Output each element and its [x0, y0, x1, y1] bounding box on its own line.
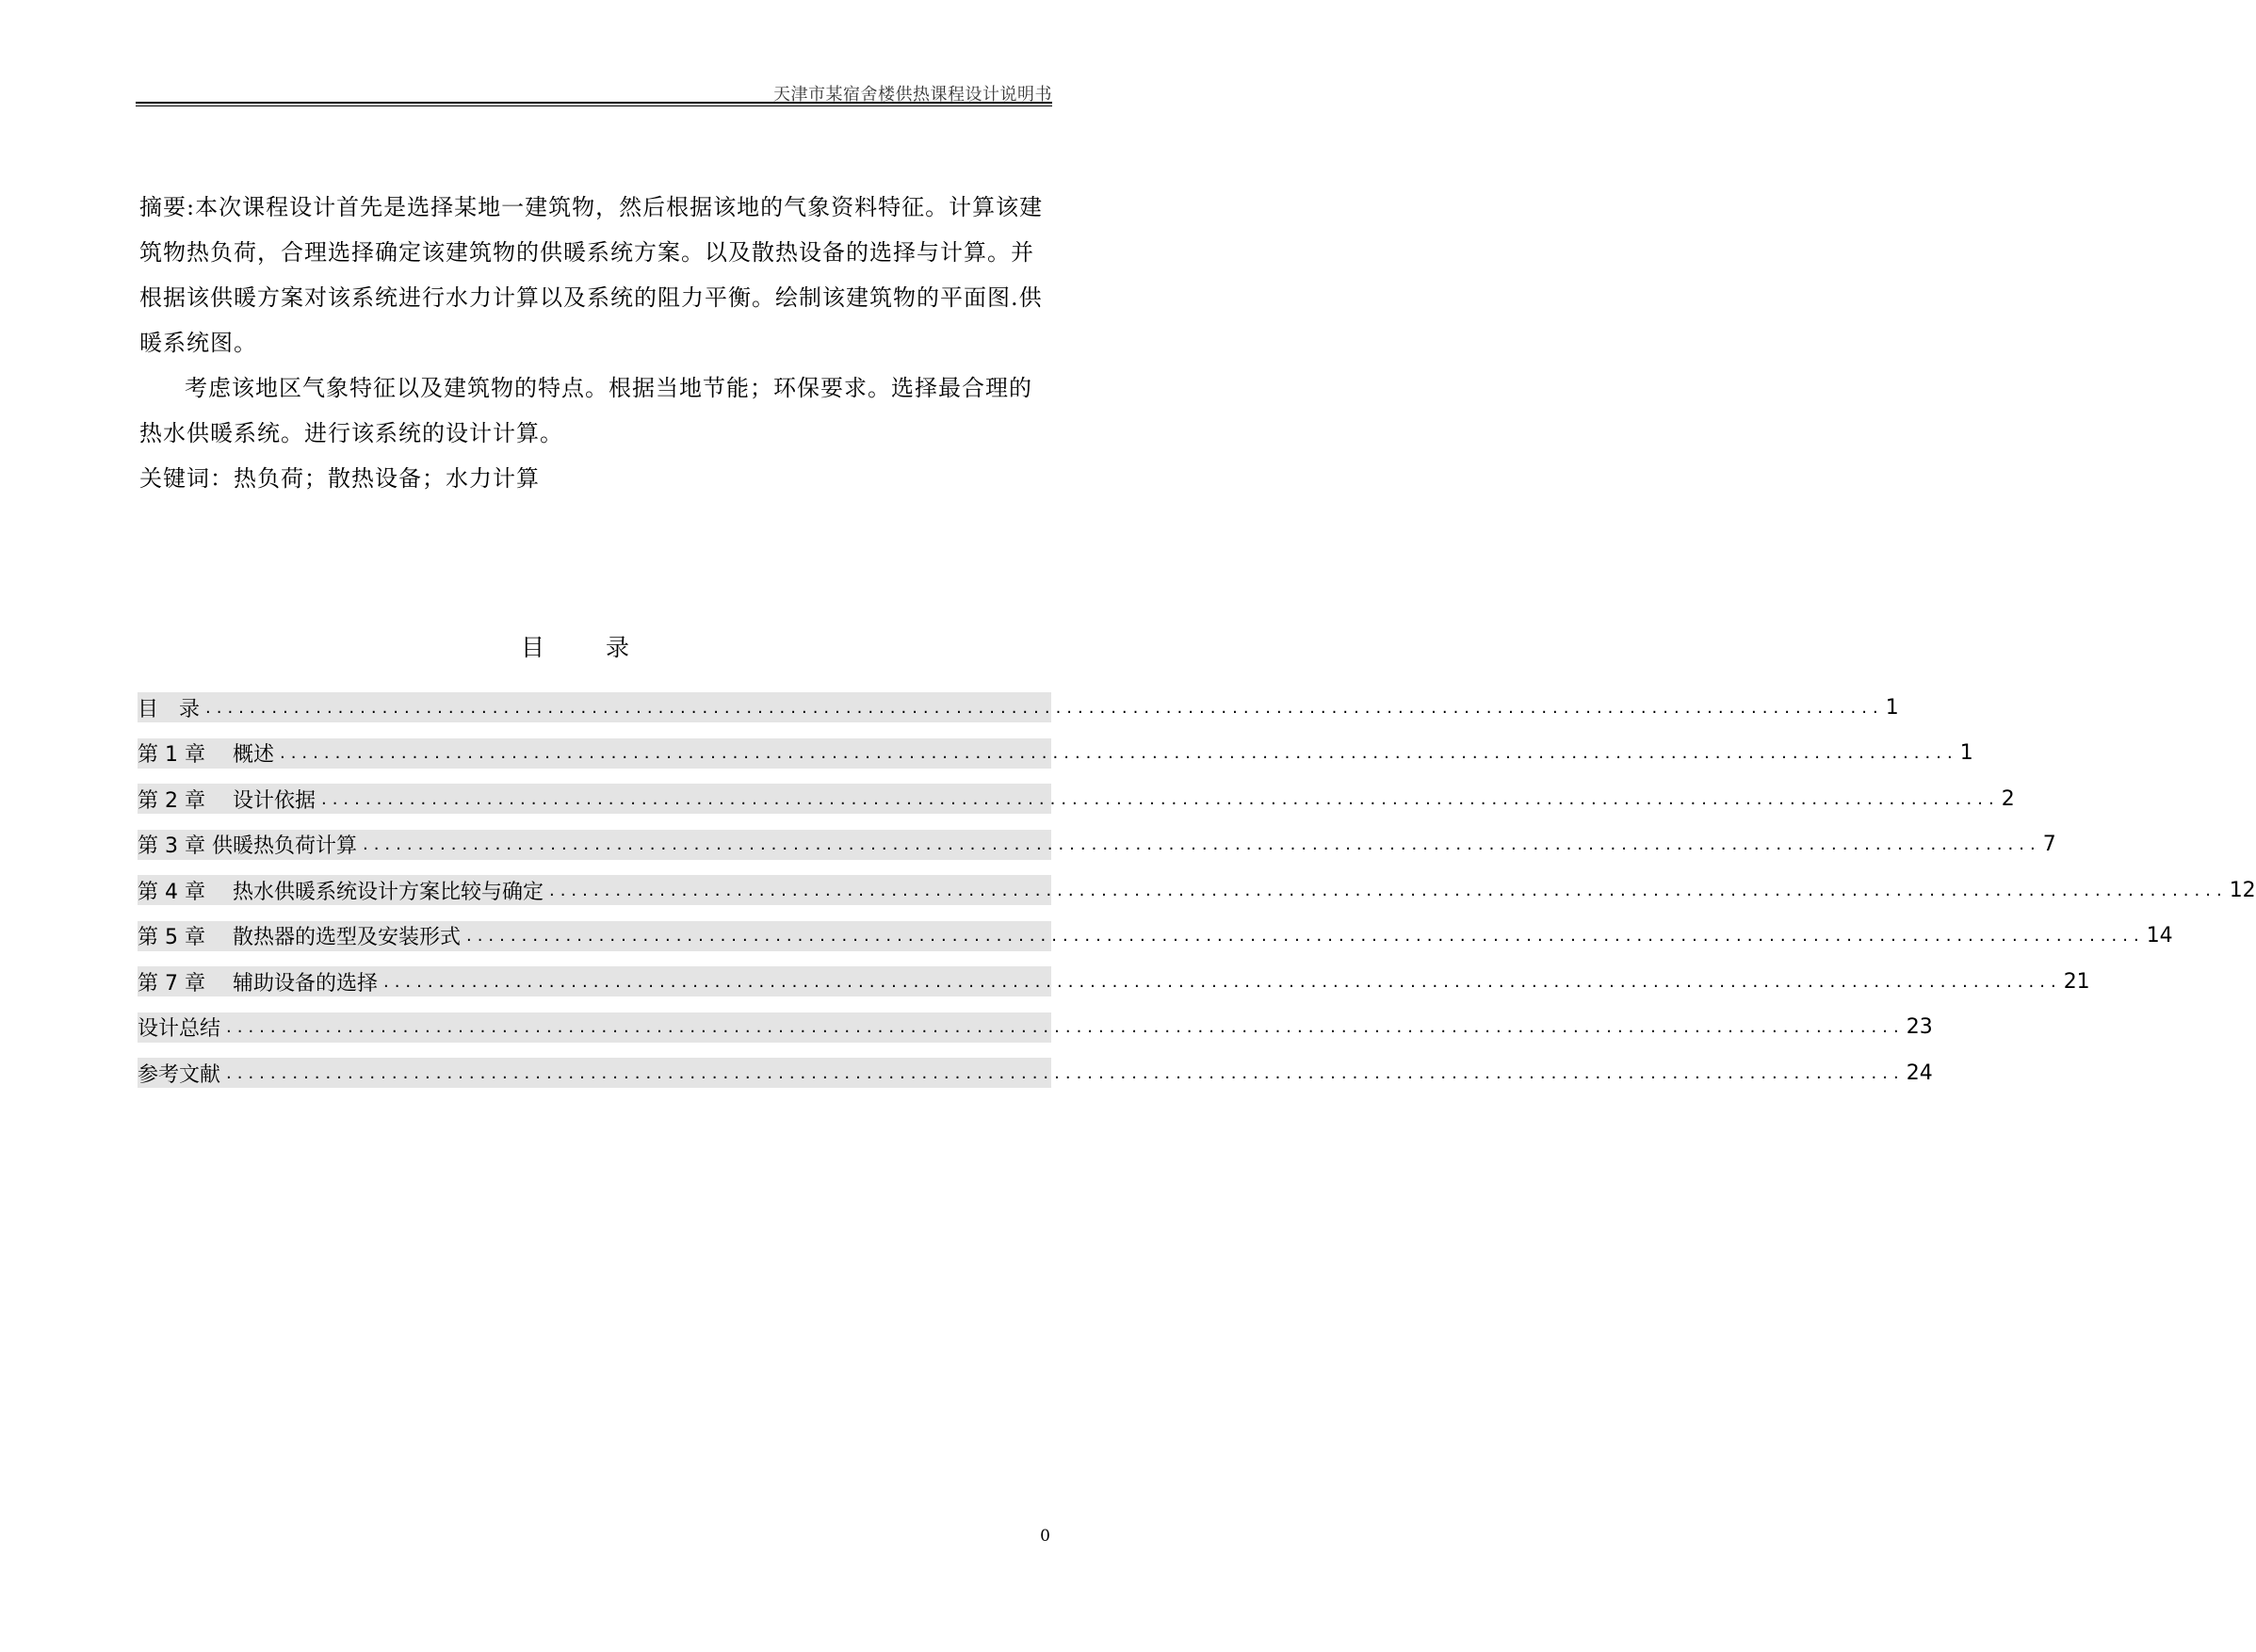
toc-entry-label: 第 1 章 概述: [138, 743, 274, 767]
toc-leader-dots: ........................................................................................................................................................: [279, 743, 1958, 763]
abstract-paragraph-2: 考虑该地区气象特征以及建筑物的特点。根据当地节能；环保要求。选择最合理的热水供暖系统。进行该系统的设计计算。: [139, 375, 1032, 446]
toc-leader-dots: ........................................................................................................................................................: [320, 788, 2000, 809]
header-rule: [136, 102, 1052, 104]
toc-entry-page: 23: [1906, 1015, 1933, 1039]
toc-entry[interactable]: [138, 830, 2056, 860]
toc-entry-label: 目 录: [138, 697, 201, 721]
toc-entry[interactable]: [138, 875, 2256, 905]
toc-entry-page: 7: [2042, 833, 2056, 856]
toc-entry-label: 第 4 章 热水供暖系统设计方案比较与确定: [138, 880, 544, 904]
toc-entry-label: 设计总结: [138, 1017, 221, 1041]
toc-entry[interactable]: [138, 1058, 1933, 1088]
toc-entry-label: 第 2 章 设计依据: [138, 788, 316, 813]
toc-entry-label: 第 3 章 供暖热负荷计算: [138, 834, 357, 858]
toc-entry[interactable]: [138, 1012, 1933, 1043]
toc-entry[interactable]: [138, 966, 2090, 996]
toc-entry-page: 24: [1906, 1061, 1933, 1085]
toc-entry-page: 1: [1959, 741, 1973, 765]
toc-entry-label: 第 5 章 散热器的选型及安装形式: [138, 926, 461, 949]
toc-entry-page: 2: [2001, 786, 2015, 811]
abstract-section: [139, 185, 1051, 501]
toc-entry[interactable]: [138, 738, 1973, 769]
toc-leader-dots: ........................................................................................................................................................: [382, 971, 2062, 992]
page-number: 0: [1040, 1527, 1050, 1546]
abstract-paragraph-1: 摘要:本次课程设计首先是选择某地一建筑物，然后根据该地的气象资料特征。计算该建筑物热负荷，合理选择确定该建筑物的供暖系统方案。以及散热设备的选择与计算。并根据该供暖方案对该系统进行水力计算以及系统的阻力平衡。绘制该建筑物的平面图.供暖系统图。: [139, 194, 1044, 356]
toc-leader-dots: ........................................................................................................................................................: [226, 1017, 1905, 1037]
toc-leader-dots: ........................................................................................................................................................: [362, 834, 2041, 854]
toc-leader-dots: ........................................................................................................................................................: [548, 880, 2228, 900]
keywords: 关键词：热负荷；散热设备；水力计算: [139, 465, 540, 492]
toc-entry[interactable]: [138, 692, 1899, 722]
header-rule-thin: [136, 105, 1052, 106]
toc-entry-label: 参考文献: [138, 1062, 221, 1087]
toc-entry-page: 21: [2063, 969, 2090, 994]
toc-entry[interactable]: [138, 921, 2173, 951]
toc-leader-dots: ........................................................................................................................................................: [226, 1062, 1905, 1083]
toc-entry-page: 12: [2229, 878, 2256, 902]
toc-entry[interactable]: [138, 784, 2015, 814]
toc-entry-page: 1: [1885, 695, 1899, 720]
toc-title: 目 录: [520, 634, 648, 661]
toc-entry-page: 14: [2146, 924, 2173, 947]
header-title: 天津市某宿舍楼供热课程设计说明书: [773, 85, 1052, 105]
table-of-contents: [138, 692, 2256, 1104]
toc-leader-dots: ........................................................................................................................................................: [465, 926, 2145, 946]
toc-leader-dots: ........................................................................................................................................................: [205, 697, 1884, 718]
toc-entry-label: 第 7 章 辅助设备的选择: [138, 971, 378, 996]
